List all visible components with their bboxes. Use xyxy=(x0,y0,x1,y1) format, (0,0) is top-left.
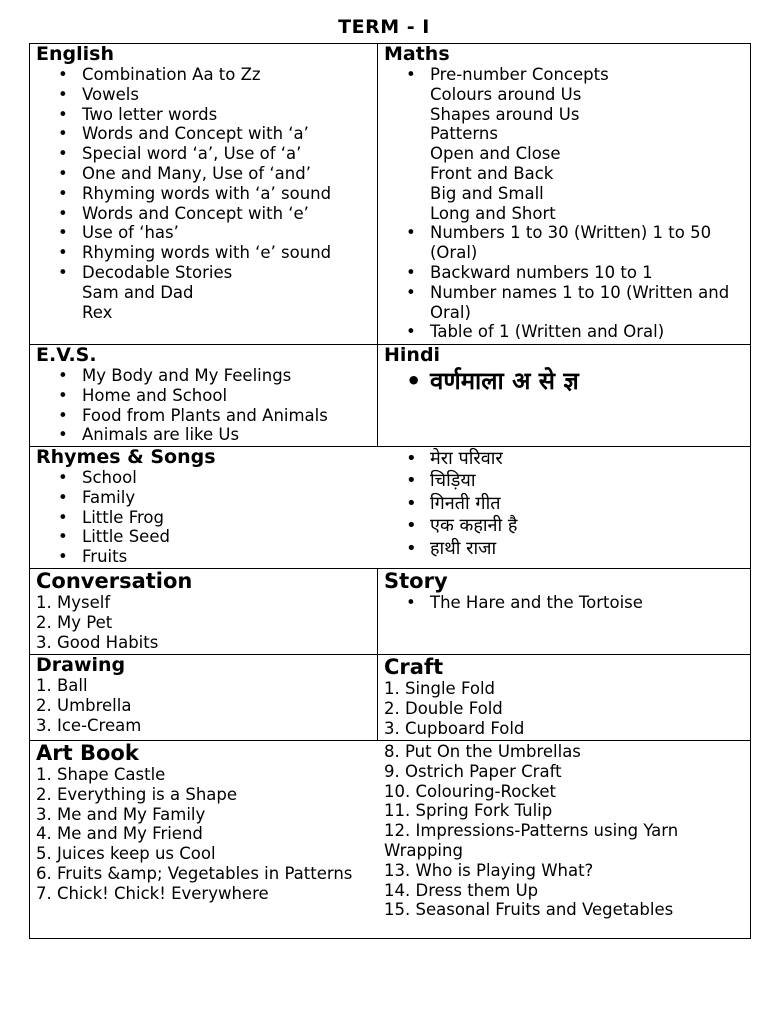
list-item: • Food from Plants and Animals xyxy=(36,406,376,426)
list-item: 2. My Pet xyxy=(36,612,113,632)
page-title: TERM - I xyxy=(338,16,430,38)
list-item: • Rhyming words with ‘a’ sound xyxy=(36,184,376,204)
drawing-heading: Drawing xyxy=(36,655,126,676)
syllabus-table xyxy=(29,43,751,939)
list-item: • Animals are like Us xyxy=(36,425,376,445)
artbook-list xyxy=(36,765,376,904)
craft-heading: Craft xyxy=(384,655,444,679)
list-item: 6. Fruits &amp; Vegetables in Patterns xyxy=(36,863,353,883)
list-item: • Little Seed xyxy=(36,527,376,547)
list-item: 1. Ball xyxy=(36,676,88,695)
drawing-cell xyxy=(36,655,376,740)
list-item: 2. Everything is a Shape xyxy=(36,784,238,804)
list-item: • हाथी राजा xyxy=(384,538,748,560)
list-item: 3. Good Habits xyxy=(36,632,159,652)
list-item: 3. Cupboard Fold xyxy=(384,718,525,738)
list-item: 8. Put On the Umbrellas xyxy=(384,742,581,761)
hindi-cell xyxy=(384,345,748,446)
list-item: • एक कहानी है xyxy=(384,515,748,537)
list-item: Patterns xyxy=(430,124,498,144)
list-item: 1. Myself xyxy=(36,593,111,612)
artbook-cell xyxy=(36,741,376,938)
list-item: • Combination Aa to Zz xyxy=(36,65,376,85)
conversation-list xyxy=(36,593,376,652)
list-item: Front and Back xyxy=(430,163,554,183)
story-heading: Story xyxy=(384,569,448,593)
list-item: • Special word ‘a’, Use of ‘a’ xyxy=(36,144,376,164)
story-cell xyxy=(384,569,748,654)
maths-list xyxy=(384,65,748,342)
list-item: 9. Ostrich Paper Craft xyxy=(384,761,562,781)
drawing-list xyxy=(36,676,376,735)
english-cell xyxy=(36,44,376,344)
english-heading: English xyxy=(36,44,114,65)
list-item: Shapes around Us xyxy=(430,104,580,124)
list-item: • Pre-number Concepts xyxy=(384,65,748,85)
list-item: 2. Umbrella xyxy=(36,695,132,715)
rhymes-cell xyxy=(36,447,376,568)
list-item: • Words and Concept with ‘e’ xyxy=(36,204,376,224)
evs-cell xyxy=(36,345,376,446)
maths-cell xyxy=(384,44,748,344)
evs-heading: E.V.S. xyxy=(36,345,97,366)
list-item: • Numbers 1 to 30 (Written) 1 to 50 (Oral) xyxy=(384,223,748,263)
rhymes-list xyxy=(36,468,376,567)
list-item: Colours around Us xyxy=(430,84,582,104)
list-item: • Decodable Stories xyxy=(36,263,376,283)
column-divider xyxy=(377,568,378,740)
list-item: • One and Many, Use of ‘and’ xyxy=(36,164,376,184)
evs-list xyxy=(36,366,376,445)
list-item: • Fruits xyxy=(36,547,376,567)
list-item: 5. Juices keep us Cool xyxy=(36,844,216,864)
list-item: 15. Seasonal Fruits and Vegetables xyxy=(384,900,674,920)
list-item: • Number names 1 to 10 (Written and Oral) xyxy=(384,283,748,323)
list-item: • गिनती गीत xyxy=(384,493,748,515)
conversation-heading: Conversation xyxy=(36,569,193,593)
list-item: Long and Short xyxy=(430,203,556,223)
rhymes-heading: Rhymes & Songs xyxy=(36,447,216,468)
list-item: 2. Double Fold xyxy=(384,698,503,718)
list-item: 11. Spring Fork Tulip xyxy=(384,801,553,821)
hindi-poems-cell xyxy=(384,447,748,568)
hindi-heading: Hindi xyxy=(384,345,441,366)
list-item: 13. Who is Playing What? xyxy=(384,860,594,880)
list-item: 14. Dress them Up xyxy=(384,880,539,900)
list-item: 10. Colouring-Rocket xyxy=(384,781,556,801)
hindi-alphabet-item: • वर्णमाला अ से ज्ञ xyxy=(384,366,748,396)
list-item: • Little Frog xyxy=(36,508,376,528)
list-item: • My Body and My Feelings xyxy=(36,366,376,386)
list-item: 12. Impressions-Patterns using Yarn Wrapping xyxy=(384,821,679,860)
list-item: • Words and Concept with ‘a’ xyxy=(36,124,376,144)
list-item: • चिड़िया xyxy=(384,470,748,492)
list-item: • Home and School xyxy=(36,386,376,406)
list-item: • Backward numbers 10 to 1 xyxy=(384,263,748,283)
list-item: • Use of ‘has’ xyxy=(36,223,376,243)
list-item: • Vowels xyxy=(36,85,376,105)
list-item: Big and Small xyxy=(430,183,544,203)
list-item: • Two letter words xyxy=(36,105,376,125)
list-item: • Family xyxy=(36,488,376,508)
artbook-continued-cell xyxy=(384,741,748,938)
hindi-poems-list xyxy=(384,447,748,560)
list-item: 3. Ice-Cream xyxy=(36,715,142,735)
list-item: 1. Single Fold xyxy=(384,679,496,698)
list-item: • मेरा परिवार xyxy=(384,448,748,470)
artbook-continued-list xyxy=(384,742,748,920)
maths-heading: Maths xyxy=(384,44,450,65)
list-item: • Rhyming words with ‘e’ sound xyxy=(36,243,376,263)
english-list xyxy=(36,65,376,322)
story-list xyxy=(384,593,748,613)
column-divider xyxy=(377,44,378,446)
list-item: • Table of 1 (Written and Oral) xyxy=(384,322,748,342)
craft-list xyxy=(384,679,748,738)
list-item: 3. Me and My Family xyxy=(36,804,206,824)
conversation-cell xyxy=(36,569,376,654)
artbook-heading: Art Book xyxy=(36,741,139,765)
list-item: • School xyxy=(36,468,376,488)
list-item: • The Hare and the Tortoise xyxy=(384,593,748,613)
list-item: 1. Shape Castle xyxy=(36,765,166,784)
list-item: Open and Close xyxy=(430,144,561,164)
craft-cell xyxy=(384,655,748,740)
list-item: 4. Me and My Friend xyxy=(36,824,203,844)
list-item: Rex xyxy=(82,302,113,322)
list-item: 7. Chick! Chick! Everywhere xyxy=(36,883,269,903)
list-item: Sam and Dad xyxy=(82,282,194,302)
